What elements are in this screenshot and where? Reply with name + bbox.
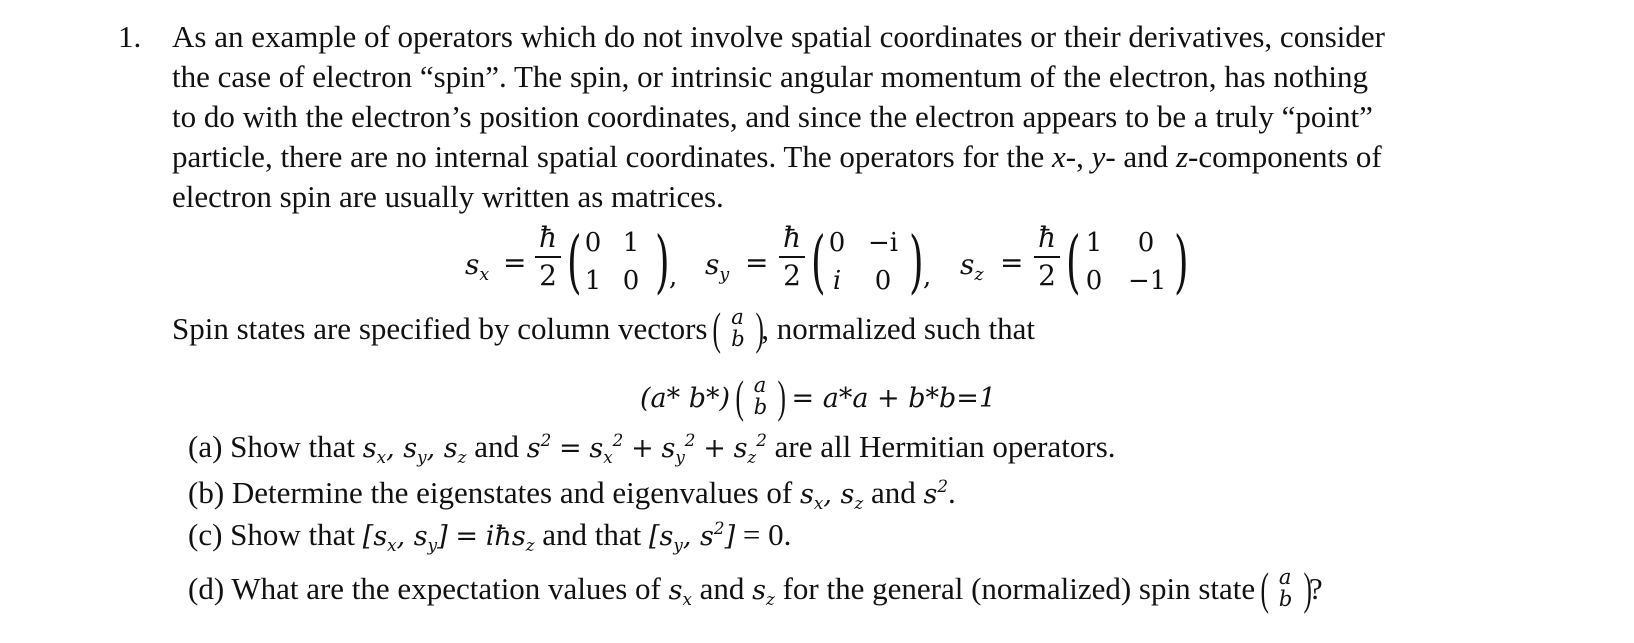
spin-states-line: Spin states are specified by column vectors ( a b ) , normalized such that [172, 303, 1035, 354]
paragraph-line-5: electron spin are usually written as matrices. [172, 179, 724, 214]
part-a: (a) Show that $s_x$, $s_y$, $s_z$ and $s^2 = s_x^2 + s_y^2 + s_z^2$ are all Hermitian operators. [188, 429, 1116, 467]
paragraph-line-1: As an example of operators which do not involve spatial coordinates or their derivatives, consider [172, 19, 1385, 54]
paragraph-line-2: the case of electron “spin”. The spin, or intrinsic angular momentum of the electron, has nothing [172, 59, 1369, 94]
column-vector: ( a b ) [735, 371, 787, 422]
normalization-equation: (a* b*) ( a b ) = a*a + b*b=1 [640, 371, 997, 422]
part-d: (d) What are the expectation values of $s_x$ and $s_z$ for the general (normalized) spin state ( a b ) ? [188, 563, 1323, 614]
column-vector: ( a b ) [1260, 563, 1312, 614]
part-c: (c) Show that [$s_x$, $s_y$] = iħs$_z$ and that [$s_y$, $s^2] = 0$. [188, 517, 792, 555]
part-b: (b) Determine the eigenstates and eigenvalues of $s_x$, $s_z$ and $s^2$. [188, 475, 956, 513]
column-vector: ( a b ) [712, 303, 764, 354]
paragraph-line-4: particle, there are no internal spatial coordinates. The operators for the x-, y- and z-components of [172, 139, 1382, 174]
problem-number: 1. [118, 19, 142, 54]
paragraph-line-3: to do with the electron’s position coordinates, and since the electron appears to be a truly “point” [172, 99, 1373, 134]
